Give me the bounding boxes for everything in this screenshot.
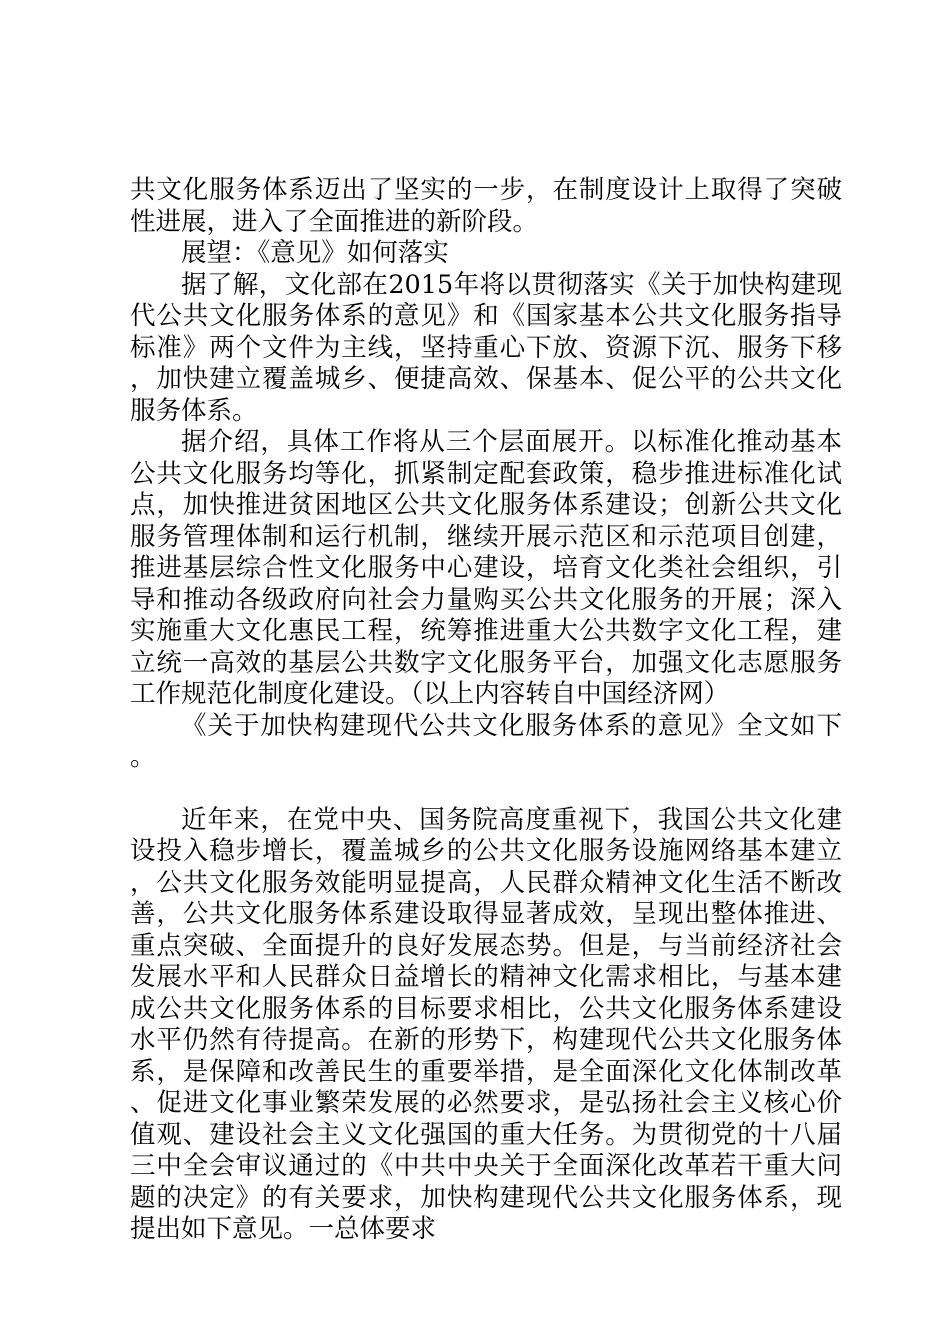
- paragraph-ministry-plan: 据了解，文化部在2015年将以贯彻落实《关于加快构建现代公共文化服务体系的意见》和《国家基本公共文化服务指导标准》两个文件为主线，坚持重心下放、资源下沉、服务下移，加快建立覆盖城乡、便捷高效、保基本、促公平的公共文化服务体系。: [130, 269, 842, 426]
- paragraph-continuation: 共文化服务体系迈出了坚实的一步，在制度设计上取得了突破性进展，进入了全面推进的新阶段。: [130, 175, 842, 237]
- paragraph-opinion-preamble: 近年来，在党中央、国务院高度重视下，我国公共文化建设投入稳步增长，覆盖城乡的公共文化服务设施网络基本建立，公共文化服务效能明显提高，人民群众精神文化生活不断改善，公共文化服务体系建设取得显著成效，呈现出整体推进、重点突破、全面提升的良好发展态势。但是，与当前经济社会发展水平和人民群众日益增长的精神文化需求相比，与基本建成公共文化服务体系的目标要求相比，公共文化服务体系建设水平仍然有待提高。在新的形势下，构建现代公共文化服务体系，是保障和改善民生的重要举措，是全面深化文化体制改革、促进文化事业繁荣发展的必然要求，是弘扬社会主义核心价值观、建设社会主义文化强国的重大任务。为贯彻党的十八届三中全会审议通过的《中共中央关于全面深化改革若干重大问题的决定》的有关要求，加快构建现代公共文化服务体系，现提出如下意见。一总体要求: [130, 804, 842, 1244]
- paragraph-work-levels: 据介绍，具体工作将从三个层面展开。以标准化推动基本公共文化服务均等化，抓紧制定配套政策，稳步推进标准化试点，加快推进贫困地区公共文化服务体系建设；创新公共文化服务管理体制和运行机制，继续开展示范区和示范项目创建，推进基层综合性文化服务中心建设，培育文化类社会组织，引导和推动各级政府向社会力量购买公共文化服务的开展；深入实施重大文化惠民工程，统筹推进重大公共数字文化工程，建立统一高效的基层公共数字文化服务平台，加强文化志愿服务工作规范化制度化建设。（以上内容转自中国经济网）: [130, 427, 842, 709]
- paragraph-full-text-intro: 《关于加快构建现代公共文化服务体系的意见》全文如下。: [130, 710, 842, 772]
- blank-line: [130, 774, 842, 805]
- document-body: [130, 175, 842, 1246]
- section-heading-outlook: 展望：《意见》如何落实: [181, 238, 449, 268]
